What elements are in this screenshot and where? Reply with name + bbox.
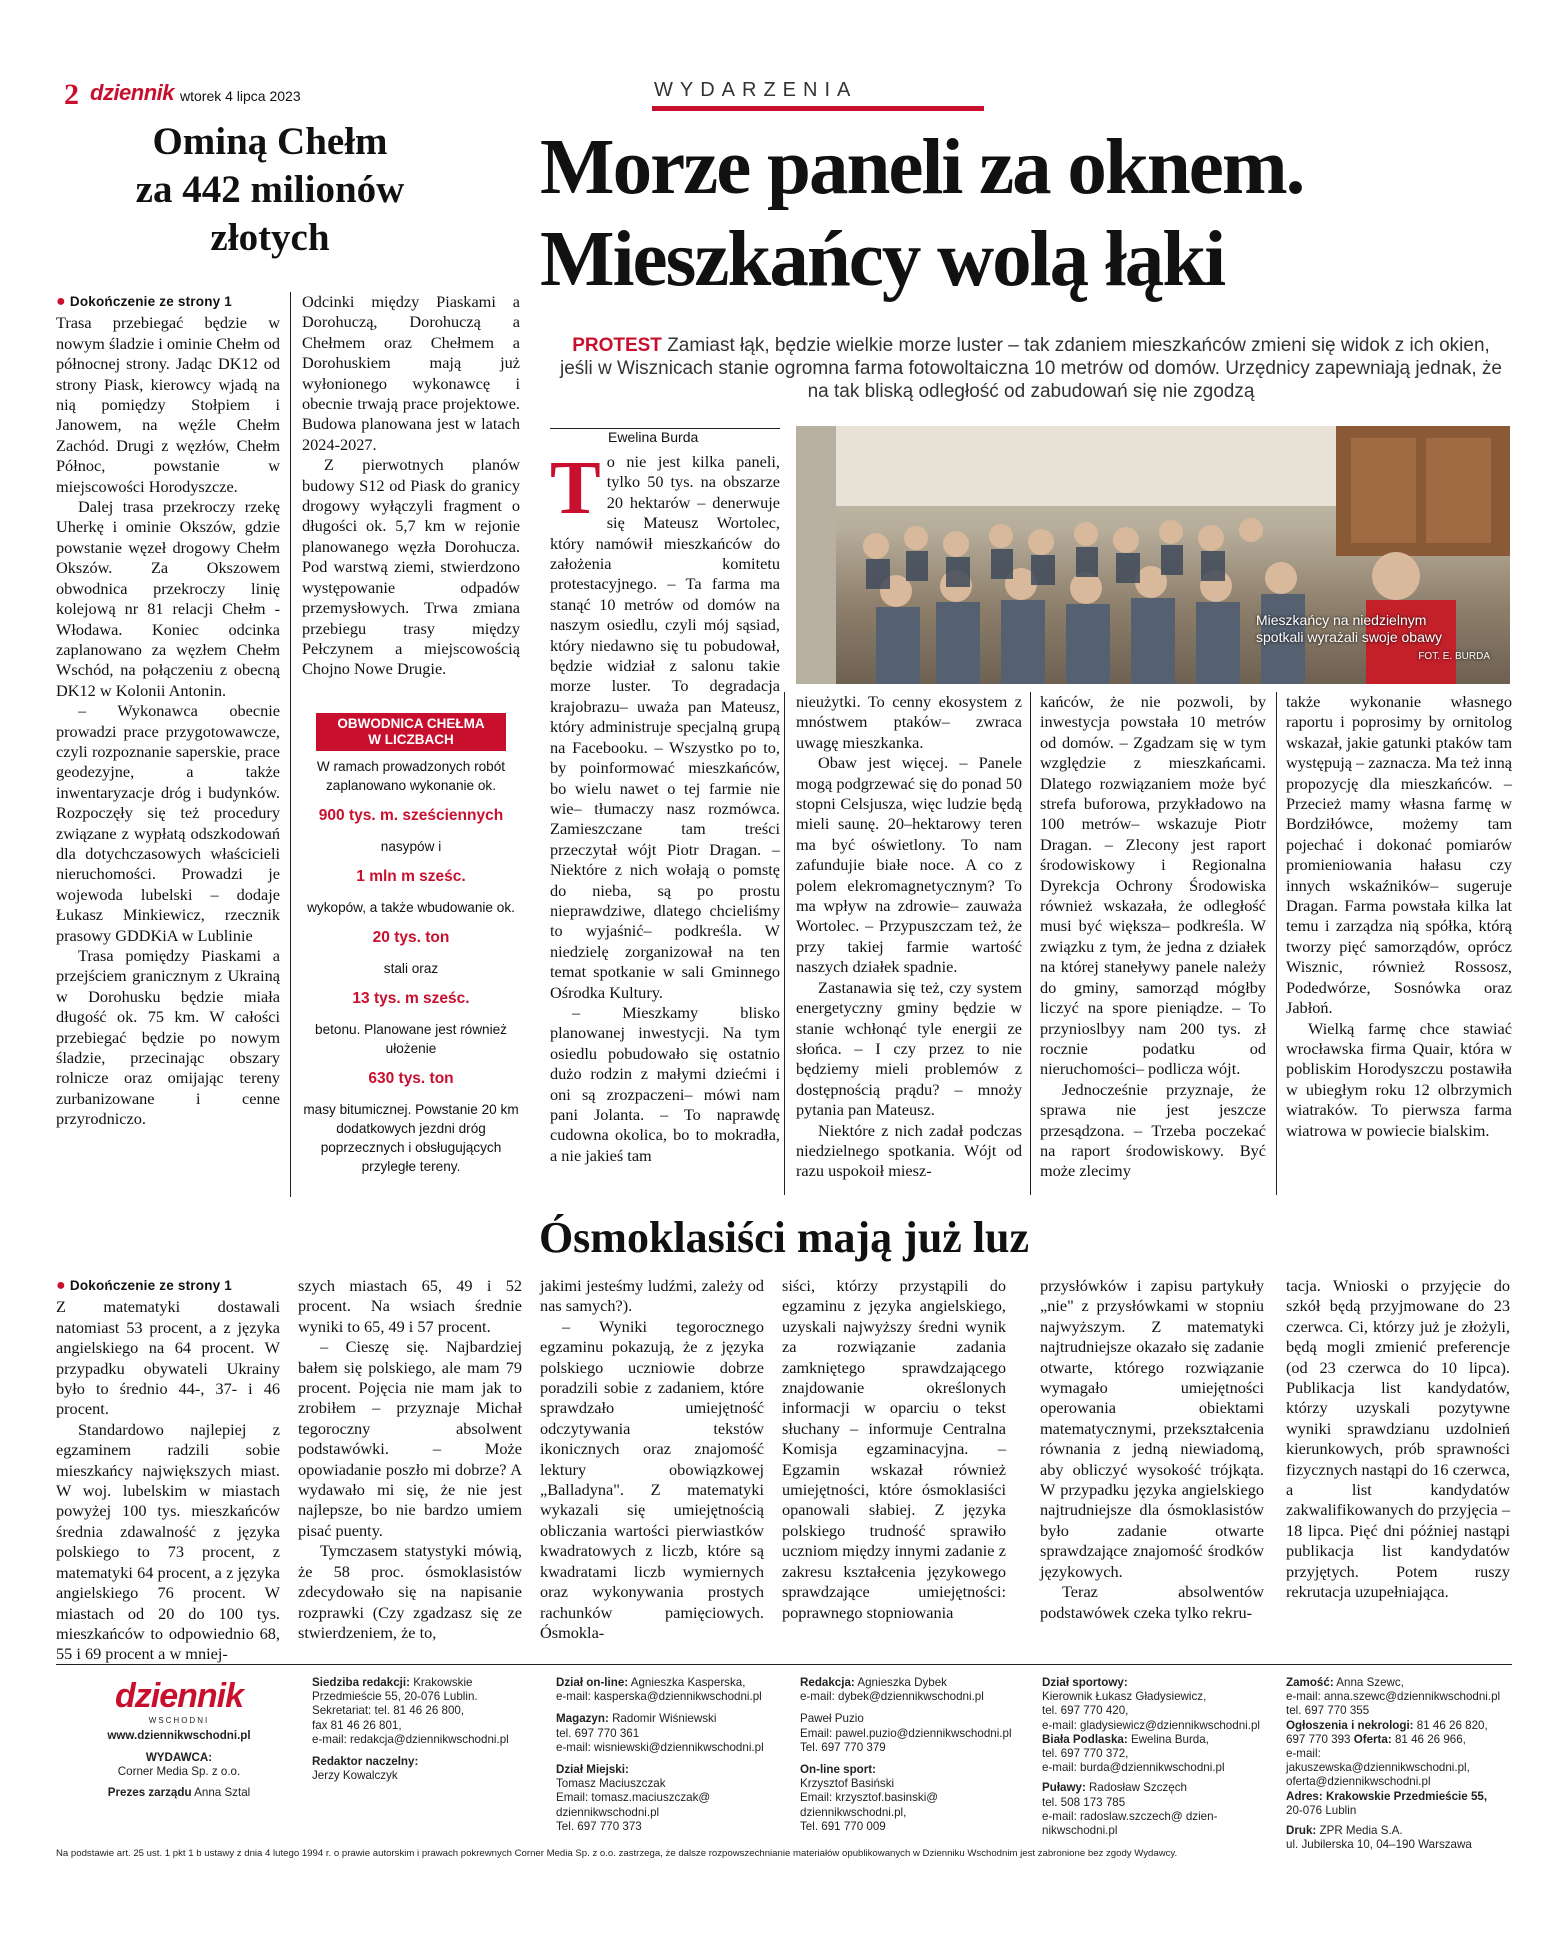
- footer-office: Siedziba redakcji: Krakowskie Przedmieście 55, 20-076 Lublin. Sekretariat: tel. 81 46 26 800, fax 81 46 26 801, e-mail: redakcja@dziennikwschodni.pl Redaktor naczelny: Jerzy Kowalczyk: [312, 1676, 509, 1783]
- article1-col1: ● Dokończenie ze strony 1 Trasa przebiegać będzie w nowym śladzie i ominie Chełm od północnej strony. Jadąc DK12 od strony Piask, kierowcy wjadą na nią pomiędzy Stołpiem i Janowem, na węźle Chełm Zachód. Drugi z węzłów, Chełm Północ, powstanie w miejscowości Horodyszcze. Dalej trasa przekroczy rzekę Uherkę i ominie Okszów, gdzie powstanie węzeł drogowy Chełm Okszów. Za Okszowem obwodnica przekroczy linię kolejową nr 81 relacji Chełm - Włodawa. Koniec odcinka zaplanowano za węzłem Chełm Wschód, na połączeniu z obecną DK12 w Kolonii Antonin. – Wykonawca obecnie prowadzi prace przygotowawcze, czyli rozpoznanie saperskie, prace geodezyjne, a także inwentaryzacje dróg i budynków. Rozpoczęły się też procedury związane z wypłatą odszkodowań dla dotychczasowych właścicieli nieruchomości. Prowadzi je wojewoda lubelski – dodaje Łukasz Minkiewicz, rzecznik prasowy GDDKiA w Lublinie Trasa pomiędzy Piaskami a przejściem granicznym z Ukrainą w Dorohusku będzie miała długość ok. 75 km. W całości przebiegać będzie po nowym śladzie, przecinając obszary rolnicze oraz omijając tereny zurbanizowane i cenne przyrodniczo.: [56, 293, 280, 1129]
- article3-col4: siści, którzy przystąpili do egzaminu z języka angielskiego, uzyskali najwyższy średni wynik za rozwiązanie zadania zamkniętego sprawdzającego znajdowanie określonych informacji w oparciu o tekst słuchany – informuje Centralna Komisja egzaminacyjna. – Egzamin wskazał również umiejętności, które ósmoklasiści opanowali słabiej. Z języka polskiego trudność sprawiło uczniom między innymi zadanie z zakresu kształcenia językowego sprawdzające umiejętności: poprawnego stopniowania: [782, 1276, 1006, 1622]
- article2-col2: nieużytki. To cenny ekosystem z mnóstwem ptaków– zwraca uwagę mieszkanka. Obaw jest więcej. – Panele mogą podgrzewać się do ponad 50 stopni Celsjusza, więc ludzie będą mieli saunę. 20–hektarowy teren ma być oświetlony. To nam zafundujie białe noce. A co z polem elekromagnetycznym? To ma wpływ na zdrowie– zauważa Wortolec. – Przypuszczam też, że przy takiej farmie wartość naszych działek spadnie. Zastanawia się też, czy system energetyczny gminy będzie w stanie wchłonąć tyle energii ze słońca. – I czy przez to nie będziemy mieli problemów z dostępnością prądu? – mnoży pytania pan Mateusz. Niektóre z nich zadał podczas niedzielnego spotkania. Wójt od razu uspokoił miesz-: [796, 692, 1022, 1181]
- continued-tag: ● Dokończenie ze strony 1: [56, 1277, 233, 1294]
- column-divider: [1030, 692, 1031, 1195]
- numbers-box: OBWODNICA CHEŁMA W LICZBACH W ramach prowadzonych robót zaplanowano wykonanie ok. 900 tys. m. sześciennych nasypów i 1 mln m sześc. wykopów, a także wbudowanie ok. 20 tys. ton stali oraz 13 tys. m sześc. betonu. Planowane jest również ułożenie 630 tys. ton masy bitumicznej. Powstanie 20 km dodatkowych jezdni dróg poprzecznych i obsługujących przyległe tereny.: [302, 713, 520, 1176]
- article2-lead: PROTEST Zamiast łąk, będzie wielkie morze luster – tak zdaniem mieszkańców zmieni się widok z ich okien, jeśli w Wisznicach stanie ogromna farma fotowoltaiczna 10 metrów od domów. Urzędnicy zapewniają jednak, że na tak bliską odległość od zabudowań się nie zgodzą: [560, 335, 1502, 402]
- page-number: 2: [64, 78, 79, 111]
- header-date: wtorek 4 lipca 2023: [180, 88, 301, 104]
- meeting-photo: [796, 426, 1510, 684]
- article2-col1: T o nie jest kilka paneli, tylko 50 tys. na obszarze 20 hektarów – denerwuje się Mateusz Wortolec, który namówił mieszkańców do założenia komitetu protestacyjnego. – Ta farma ma stanąć 10 metrów od domów na naszym osiedlu, czyli mój sąsiad, który niedawno się tu pobudował, będzie widział z salonu takie morze luster. To degradacja krajobrazu– uważa pan Mateusz, który administruje specjalną grupą na Facebooku. – Wszystko po to, by poinformować mieszkańców, bo wielu nawet o tej farmie nie wie– tłumaczy nasz rozmówca. Zamieszczane tam treści przeczytał wójt Piotr Dragan. – Niektóre z nich wołają o pomstę do nieba, są po prostu nieprawdziwe, dlatego chcieliśmy to wyjaśnić– podkreśla. W niedzielę zorganizował na ten temat spotkanie w sali Gminnego Ośrodka Kultury. – Mieszkamy blisko planowanej inwestycji. Na tym osiedlu pobudowało się ostatnio dużo rodzin z małymi dziećmi i oni są zrozpaczeni– mówi nam pani Jolanta. – To naprawdę cudowna okolica, bo to mokradła, a nie jakieś tam: [550, 446, 780, 1165]
- article3-col2: szych miastach 65, 49 i 52 procent. Na wsiach średnie wyniki to 65, 49 i 57 procent. – Cieszę się. Najbardziej bałem się polskiego, ale mam 79 procent. Pojęcia nie mam jak to zrobiłem – przyznaje Michał tegoroczny absolwent podstawówki. – Może opowiadanie poszło mi dobrze? A wydawało mi się, że nie jest najlepsze, bo nie bardzo umiem pisać puenty. Tymczasem statystyki mówią, że 58 proc. ósmoklasistów zdecydowało się na napisanie rozprawki (Czy zgadzasz się ze stwierdzeniem, że to,: [298, 1276, 522, 1642]
- numbers-box-title: OBWODNICA CHEŁMA W LICZBACH: [316, 713, 506, 751]
- column-divider: [1276, 692, 1277, 1195]
- lead-label: PROTEST: [572, 335, 662, 356]
- stat-value: 13 tys. m sześc.: [352, 990, 470, 1007]
- article1-title: Ominą Chełm za 442 milionów złotych: [135, 120, 405, 259]
- header-logo: dziennik: [90, 80, 175, 105]
- page-header: [64, 78, 1524, 112]
- section-underline: [652, 106, 984, 111]
- footer-url[interactable]: www.dziennikwschodni.pl: [107, 1729, 251, 1742]
- author-byline: Ewelina Burda: [550, 428, 780, 429]
- column-divider: [784, 692, 785, 1195]
- article3-title: Ósmoklasiści mają już luz: [538, 1213, 1030, 1262]
- legal-notice: Na podstawie art. 25 ust. 1 pkt 1 b ustawy z dnia 4 lutego 1994 r. o prawie autorskim i prawach pokrewnych Corner Media Sp. z o.o. zastrzega, że dalsze rozpowszechnianie materiałów opublikowanych w Dzienniku Wschodnim jest zabronione bez zgody Wydawcy.: [56, 1848, 1178, 1859]
- article2-col4: także wykonanie własnego raportu i poprosimy by ornitolog wskazał, jakie gatunki ptaków tam występują – zaznacza. Ma też inną propozycję dla mieszkańców. – Przecież mamy własna farmę w Bordziłówce, możemy tam pojechać i dokonać pomiarów promieniowania hałasu czy innych wskaźników– sugeruje Dragan. Farma powstała kilka lat temu i zarządza nią spółka, którą tworzy pięć samorządów, oprócz Wisznic, również Rossosz, Podedwórze, Sosnówka oraz Jabłoń. Wielką farmę chce stawiać wrocławska firma Quair, która w pobliskim Horodyszczu postawiła w ubiegłym roku 12 olbrzymich wiatraków. To pierwsza farma wiatrowa w powiecie bialskim.: [1286, 692, 1513, 1140]
- stat-value: 20 tys. ton: [372, 929, 450, 946]
- stat-value: 900 tys. m. sześciennych: [318, 807, 504, 824]
- stat-value: 630 tys. ton: [368, 1070, 454, 1087]
- article2-headline: Morze paneli za oknem. Mieszkańcy wolą łąki: [540, 124, 1304, 303]
- footer-regional: Zamość: Anna Szewc, e-mail: anna.szewc@dziennikwschodni.pl tel. 697 770 355 Ogłoszenia i nekrologi: 81 46 26 820, 697 770 393 Oferta: 81 46 26 966, e-mail: jakuszewska@dziennikwschodni.pl, oferta@dziennikwschodni.pl Adres: Krakowskie Przedmieście 55, 20-076 Lublin Druk: ZPR Media S.A. ul. Jubilerska 10, 04–190 Warszawa: [1286, 1676, 1501, 1852]
- continued-tag: ● Dokończenie ze strony 1: [56, 293, 233, 310]
- article3-col3: jakimi jesteśmy ludźmi, zależy od nas samych?). – Wyniki tegorocznego egzaminu pokazują, że z języka polskiego uczniowie dobrze poradzili sobie z zadaniem, które sprawdzało umiejętność odczytywania tekstów ikonicznych oraz znajomość lektury obowiązkowej „Balladyna". Z matematyki wykazali się umiejętnością obliczania wartości pierwiastków kwadratowych z liczb, które są kwadratami liczb wymiernych oraz wykonywania prostych rachunków pamięciowych. Ósmokla-: [540, 1276, 764, 1642]
- article2-col3: kańców, że nie pozwoli, by inwestycja powstała 10 metrów od domów. – Zgadzam się w tym względzie z mieszkańcami. Dlatego rozwiązaniem może być strefa buforowa, przykładowo na 100 metrów– wskazuje Piotr Dragan. – Zlecony jest raport środowiskowy i Regionalna Dyrekcja Ochrony Środowiska również wskazała, że odległość musi być większa– podkreśla. W związku z tym, że jedna z działek na której staneływy panele należy do gminy, samorząd mógłby liczyć na spore pieniądze. – To przynioslbyy nam 200 tys. zł rocznie podatku od nieruchomości– podlicza wójt. Jednocześnie przyznaje, że sprawa nie jest jeszcze przesądzona. – Trzeba poczekać na raport środowiskowy. Być może zlecimy: [1040, 692, 1266, 1181]
- photo-credit: FOT. E. BURDA: [1418, 651, 1490, 662]
- footer-online: Dział on-line: Agnieszka Kasperska, e-mail: kasperska@dziennikwschodni.pl Magazyn: Radomir Wiśniewski tel. 697 770 361 e-mail: wisniewski@dziennikwschodni.pl Dział Miejski: Tomasz Maciuszczak Email: tomasz.maciuszczak@ dziennikwschodni.pl Tel. 697 770 373: [556, 1676, 764, 1833]
- article1-col2: Odcinki między Piaskami a Dorohuczą, Dorohuczą a Chełmem oraz Chełmem a Dorohuskiem mają już wyłonionego wykonawcę i obecnie trwają prace projektowe. Budowa planowana jest w latach 2024-2027. Z pierwotnych planów budowy S12 od Piask do granicy drogowy wyłączyli fragment o długości ok. 5,7 km w rejonie planowanego węzła Dorohucza. Pod warstwą ziemi, stwierdzono występowanie odpadów przemysłowych. Trwa zmiana przebiegu trasy między Pełczynem a miejscowością Chojno Nowe Drugie.: [302, 292, 520, 679]
- dropcap: T: [550, 446, 601, 530]
- photo-caption: Mieszkańcy na niedzielnym spotkali wyrażali swoje obawy FOT. E. BURDA: [1256, 612, 1496, 665]
- article3-col6: tacja. Wnioski o przyjęcie do szkół będą przyjmowane do 23 czerwca. Ci, którzy już je złożyli, będą mogli zmienić preferencje (od 23 czerwca do 10 lipca). Publikacja list kandydatów, którzy uzyskali pozytywne wyniki sprawdzianu uzdolnień kierunkowych, prób sprawności fizycznych nastąpi do 16 czerwca, a list kandydatów zakwalifikowanych do przyjęcia – 18 lipca. Pięć dni później nastąpi publikacja list kandydatów przyjętych. Potem ruszy rekrutacja uzupełniająca.: [1286, 1276, 1510, 1602]
- article3-col5: przysłówków i zapisu partykuły „nie" z przysłówkami w stopniu najwyższym. Z matematyki najtrudniejsze okazało się zadanie otwarte, którego rozwiązanie wymagało umiejętności operowania obiektami matematycznymi, przekształcenia równania z jedną niewiadomą, aby obliczyć wysokość trójkąta. W przypadku języka angielskiego najtrudniejsze dla ósmoklasistów było zadanie otwarte sprawdzające znajomość środków językowych. Teraz absolwentów podstawówek czeka tylko rekru-: [1040, 1276, 1264, 1622]
- stat-value: 1 mln m sześc.: [356, 868, 466, 885]
- section-label: WYDARZENIA: [654, 79, 858, 101]
- footer-sports: Dział sportowy: Kierownik Łukasz Gładysiewicz, tel. 697 770 420, e-mail: gladysiewicz@dziennikwschodni.pl Biała Podlaska: Ewelina Burda, tel. 697 770 372, e-mail: burda@dziennikwschodni.pl Puławy: Radosław Szczęch tel. 508 173 785 e-mail: radoslaw.szczech@ dzien- nikwschodni.pl: [1042, 1676, 1260, 1838]
- footer-logo: dziennik: [114, 1677, 244, 1715]
- footer-divider: [56, 1664, 1512, 1665]
- article3-col1: ● Dokończenie ze strony 1 Z matematyki dostawali natomiast 53 procent, a z języka angielskiego na 64 procent. W przypadku obywateli Ukrainy było to średnio 44-, 37- i 46 procent. Standardowo najlepiej z egzaminem radzili sobie mieszkańcy największych miast. W woj. lubelskim w miastach powyżej 100 tys. mieszkańców średnia zdawalność z języka polskiego to 73 procent, z matematyki 64 procent, a z języka angielskiego 76 procent. W miastach od 20 do 100 tys. mieszkańców to odpowiednio 68, 55 i 69 procent a w mniej-: [56, 1277, 280, 1664]
- column-divider: [290, 292, 291, 1197]
- footer-publisher: dziennik WSCHODNI www.dziennikwschodni.pl WYDAWCA: Corner Media Sp. z o.o. Prezes zarządu Anna Sztal: [64, 1676, 294, 1800]
- footer-editorial: Redakcja: Agnieszka Dybek e-mail: dybek@dziennikwschodni.pl Paweł Puzio Email: pawel.puzio@dziennikwschodni.pl Tel. 697 770 379 On-line sport: Krzysztof Basiński Email: krzysztof.basinski@ dziennikwschodni.pl, Tel. 691 770 009: [800, 1676, 1012, 1833]
